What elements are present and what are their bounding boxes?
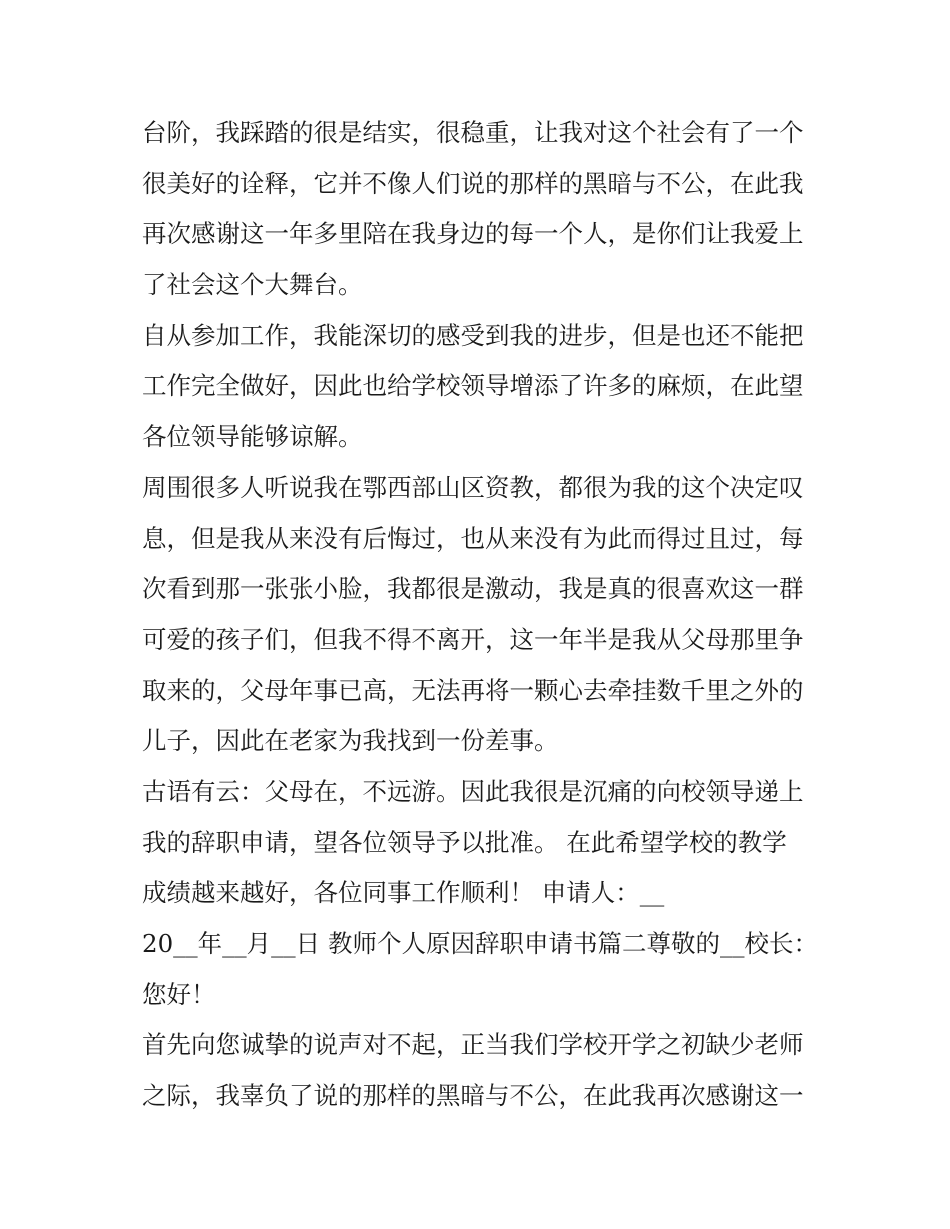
text-line-5: 自从参加工作，我能深切的感受到我的进步，但是也还不能把 (142, 320, 804, 350)
text-line-13: 儿子，因此在老家为我找到一份差事。 (142, 726, 559, 756)
text-line-18: 您好！ (142, 979, 216, 1009)
text-line-19: 首先向您诚挚的说声对不起，正当我们学校开学之初缺少老师 (142, 1030, 804, 1060)
text-line-14: 古语有云：父母在，不远游。因此我很是沉痛的向校领导递上 (142, 776, 804, 806)
text-line-8: 周围很多人听说我在鄂西部山区资教，都很为我的这个决定叹 (142, 472, 804, 502)
text-line-6: 工作完全做好，因此也给学校领导增添了许多的麻烦，在此望 (142, 371, 804, 401)
text-line-4: 了社会这个大舞台。 (142, 270, 363, 300)
text-line-20: 之际，我辜负了说的那样的黑暗与不公，在此我再次感谢这一 (142, 1081, 804, 1111)
text-line-7: 各位领导能够谅解。 (142, 422, 363, 452)
text-line-15: 我的辞职申请，望各位领导予以批准。 在此希望学校的教学 (142, 827, 787, 857)
document-body (142, 108, 822, 1122)
text-line-16: 成绩越来越好，各位同事工作顺利！ 申请人：__ (142, 878, 665, 908)
text-line-10: 次看到那一张张小脸，我都很是激动，我是真的很喜欢这一群 (142, 574, 804, 604)
text-line-2: 很美好的诠释，它并不像人们说的那样的黑暗与不公，在此我 (142, 168, 804, 198)
text-line-9: 息，但是我从来没有后悔过，也从来没有为此而得过且过，每 (142, 523, 804, 553)
text-line-11: 可爱的孩子们，但我不得不离开，这一年半是我从父母那里争 (142, 624, 804, 654)
text-line-17: 20__年__月__日 教师个人原因辞职申请书篇二尊敬的__校长： (142, 929, 818, 958)
text-line-12: 取来的，父母年事已高，无法再将一颗心去牵挂数千里之外的 (142, 675, 804, 705)
text-line-3: 再次感谢这一年多里陪在我身边的每一个人，是你们让我爱上 (142, 219, 804, 249)
text-line-1: 台阶，我踩踏的很是结实，很稳重，让我对这个社会有了一个 (142, 118, 804, 147)
